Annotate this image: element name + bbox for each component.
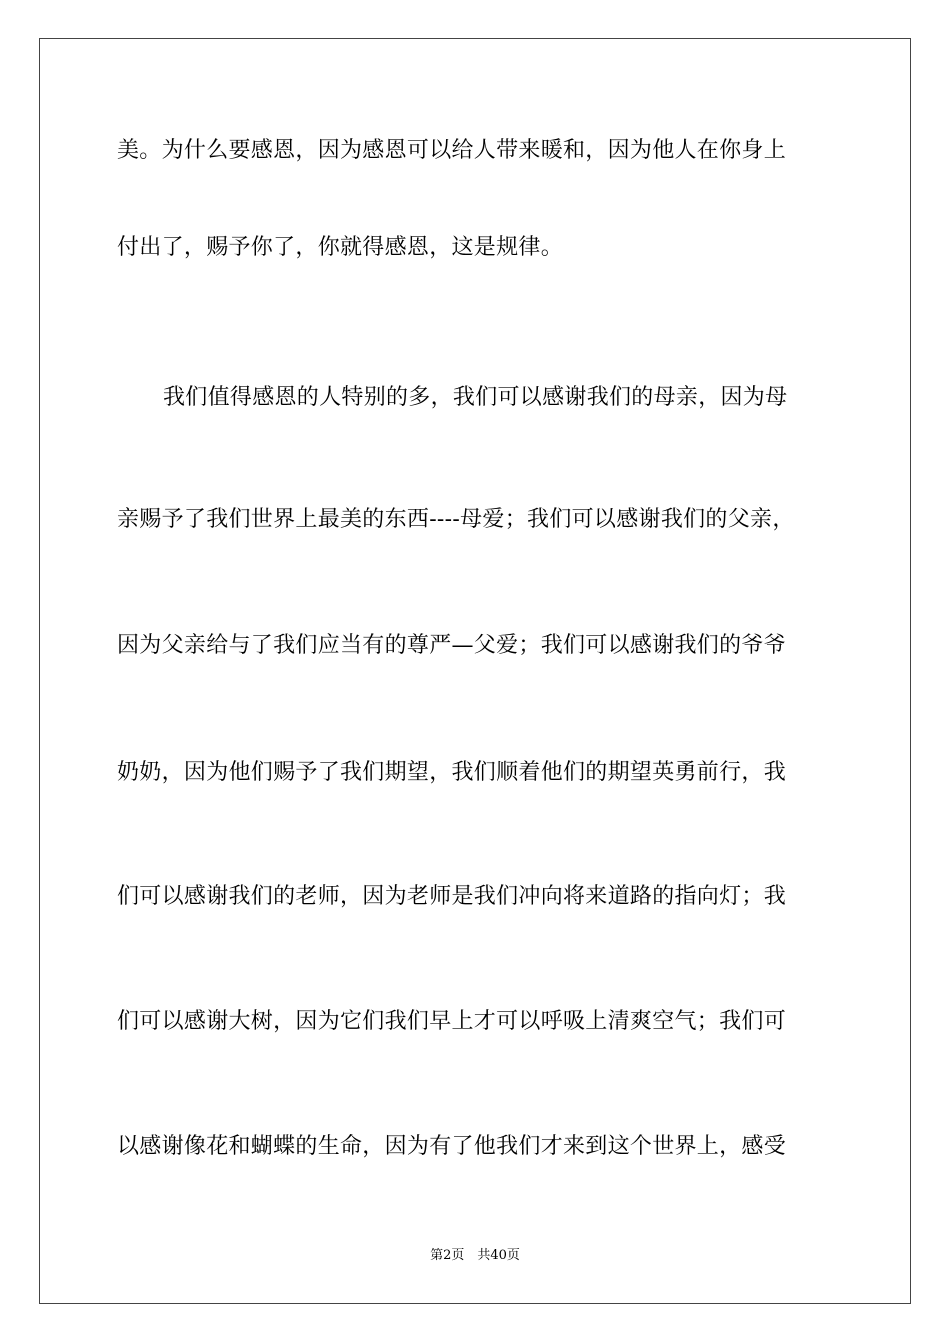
- page-number-footer: 第2页 共40页: [430, 1248, 520, 1263]
- paragraph-line-7: 们可以感谢我们的老师，因为老师是我们冲向将来道路的指向灯；我: [117, 884, 787, 909]
- paragraph-line-5: 因为父亲给与了我们应当有的尊严—父爱；我们可以感谢我们的爷爷: [117, 633, 787, 658]
- paragraph-line-8: 们可以感谢大树，因为它们我们早上才可以呼吸上清爽空气；我们可: [117, 1009, 787, 1034]
- paragraph-line-1: 美。为什么要感恩，因为感恩可以给人带来暖和，因为他人在你身上: [117, 138, 787, 163]
- paragraph-line-2: 付出了，赐予你了，你就得感恩，这是规律。: [117, 235, 564, 260]
- page-border: [39, 38, 911, 1304]
- paragraph-line-9: 以感谢像花和蝴蝶的生命，因为有了他我们才来到这个世界上，感受: [117, 1134, 787, 1159]
- paragraph-line-4: 亲赐予了我们世界上最美的东西----母爱；我们可以感谢我们的父亲，: [117, 507, 795, 532]
- paragraph-line-6: 奶奶，因为他们赐予了我们期望，我们顺着他们的期望英勇前行，我: [117, 760, 787, 785]
- paragraph-line-3: 我们值得感恩的人特别的多，我们可以感谢我们的母亲，因为母: [163, 385, 788, 410]
